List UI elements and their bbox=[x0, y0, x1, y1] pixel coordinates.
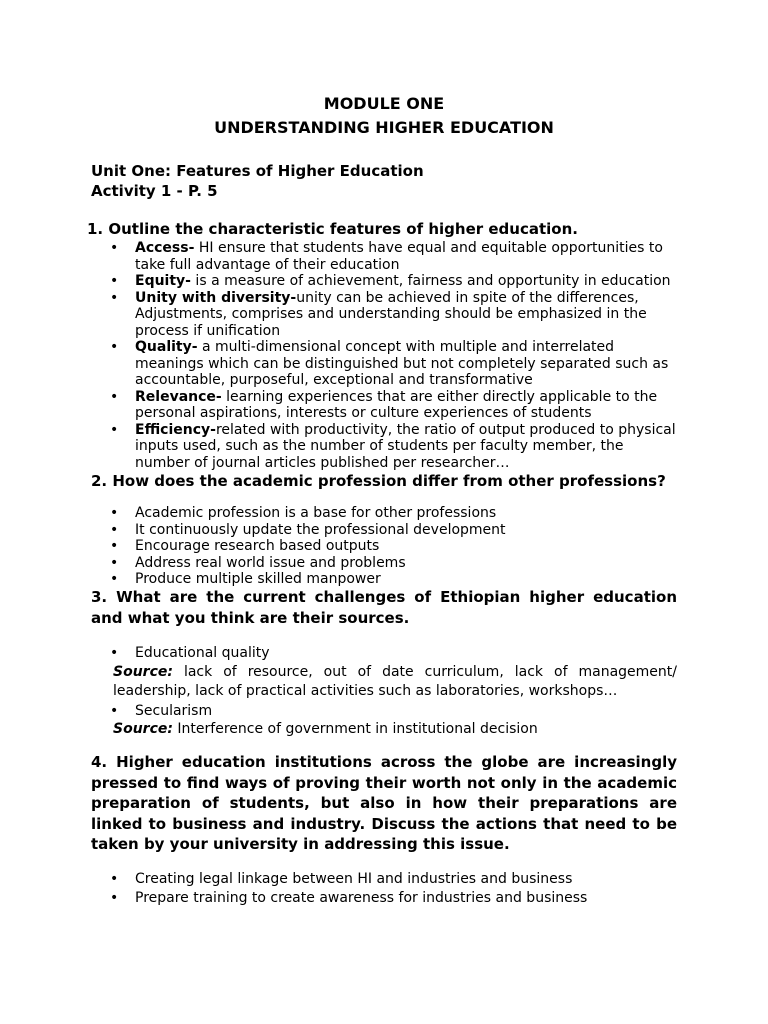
bullet-icon: • bbox=[110, 571, 119, 587]
list-item bbox=[110, 389, 680, 422]
list-item bbox=[110, 240, 680, 273]
item-text: Encourage research based outputs bbox=[135, 538, 380, 554]
list-item bbox=[110, 538, 680, 555]
source-text: Interference of government in institutional decision bbox=[172, 721, 538, 737]
bullet-icon: • bbox=[110, 554, 119, 571]
item-term: Access- bbox=[135, 240, 195, 256]
question-3-heading-line-1: 3. What are the current challenges of Ethiopian higher education bbox=[91, 588, 677, 606]
item-text: Secularism bbox=[135, 703, 213, 719]
question-1-heading: 1. Outline the characteristic features of higher education. bbox=[87, 220, 578, 238]
module-subtitle: UNDERSTANDING HIGHER EDUCATION bbox=[214, 118, 554, 137]
question-3-item-1 bbox=[110, 645, 680, 662]
item-text: Educational quality bbox=[135, 645, 270, 661]
bullet-icon: • bbox=[110, 505, 119, 521]
bullet-icon: • bbox=[110, 273, 119, 289]
item-text: a multi-dimensional concept with multiple and interrelated meanings which can be distinguished but not completely separated such as accountable, purposeful, exceptional and transformative bbox=[135, 339, 669, 388]
question-3-item-2 bbox=[110, 703, 680, 720]
item-text: Creating legal linkage between HI and industries and business bbox=[135, 871, 573, 887]
item-text: learning experiences that are either directly applicable to the personal aspirations, interests or culture experiences of students bbox=[135, 388, 658, 421]
source-text: lack of resource, out of date curriculum, lack of management/ leadership, lack of practical activities such as laboratories, workshops… bbox=[113, 664, 677, 699]
item-text: Prepare training to create awareness for industries and business bbox=[135, 890, 588, 906]
item-text: related with productivity, the ratio of output produced to physical inputs used, such as the number of students per faculty member, the number of journal articles published per researcher… bbox=[135, 421, 676, 471]
item-term: Unity with diversity- bbox=[135, 289, 297, 306]
item-text: HI ensure that students have equal and equitable opportunities to take full advantage of their education bbox=[135, 240, 663, 273]
bullet-icon: • bbox=[110, 388, 119, 405]
bullet-icon: • bbox=[110, 538, 119, 554]
list-item bbox=[110, 555, 680, 572]
question-4-list bbox=[110, 870, 680, 908]
list-item bbox=[110, 645, 680, 662]
item-text: Address real world issue and problems bbox=[135, 554, 406, 571]
item-term: Equity- bbox=[135, 273, 191, 289]
bullet-icon: • bbox=[110, 703, 119, 719]
activity-heading: Activity 1 - P. 5 bbox=[91, 182, 218, 200]
item-text: It continuously update the professional development bbox=[135, 521, 506, 538]
list-item bbox=[110, 339, 680, 389]
item-text: Produce multiple skilled manpower bbox=[135, 571, 381, 587]
bullet-icon: • bbox=[110, 890, 119, 906]
question-3-heading-line-2: and what you think are their sources. bbox=[91, 609, 410, 627]
question-1-list bbox=[110, 240, 680, 471]
list-item bbox=[110, 522, 680, 539]
list-item bbox=[110, 889, 680, 908]
bullet-icon: • bbox=[110, 421, 119, 438]
item-text: Academic profession is a base for other professions bbox=[135, 505, 497, 521]
module-title: MODULE ONE bbox=[323, 94, 445, 113]
bullet-icon: • bbox=[110, 521, 119, 538]
bullet-icon: • bbox=[110, 645, 119, 661]
item-term: Efficiency- bbox=[135, 421, 216, 438]
list-item bbox=[110, 290, 680, 340]
unit-heading: Unit One: Features of Higher Education bbox=[91, 162, 424, 180]
question-3-source-2 bbox=[113, 720, 677, 739]
item-term: Relevance- bbox=[135, 388, 222, 405]
question-2-heading: 2. How does the academic profession differ from other professions? bbox=[91, 472, 666, 490]
list-item bbox=[110, 870, 680, 889]
item-text: is a measure of achievement, fairness and opportunity in education bbox=[190, 273, 671, 289]
source-label: Source: bbox=[113, 721, 173, 737]
bullet-icon: • bbox=[110, 339, 119, 355]
question-3-source-1 bbox=[113, 663, 677, 701]
list-item bbox=[110, 273, 680, 290]
question-4-heading: 4. Higher education institutions across the globe are increasingly pressed to find ways of proving their worth not only in the academic preparation of students, but also in how their preparations are linked to business and industry. Discuss the actions that need to be taken by your university in addressing this issue. bbox=[91, 753, 677, 853]
list-item bbox=[110, 422, 680, 472]
bullet-icon: • bbox=[110, 240, 119, 256]
source-label: Source: bbox=[113, 664, 173, 680]
bullet-icon: • bbox=[110, 289, 119, 306]
item-text: unity can be achieved in spite of the differences, Adjustments, comprises and understanding should be emphasized in the process if unification bbox=[135, 289, 647, 339]
bullet-icon: • bbox=[110, 871, 119, 887]
list-item bbox=[110, 571, 680, 588]
item-term: Quality- bbox=[135, 339, 198, 355]
list-item bbox=[110, 505, 680, 522]
list-item bbox=[110, 703, 680, 720]
question-2-list bbox=[110, 505, 680, 588]
